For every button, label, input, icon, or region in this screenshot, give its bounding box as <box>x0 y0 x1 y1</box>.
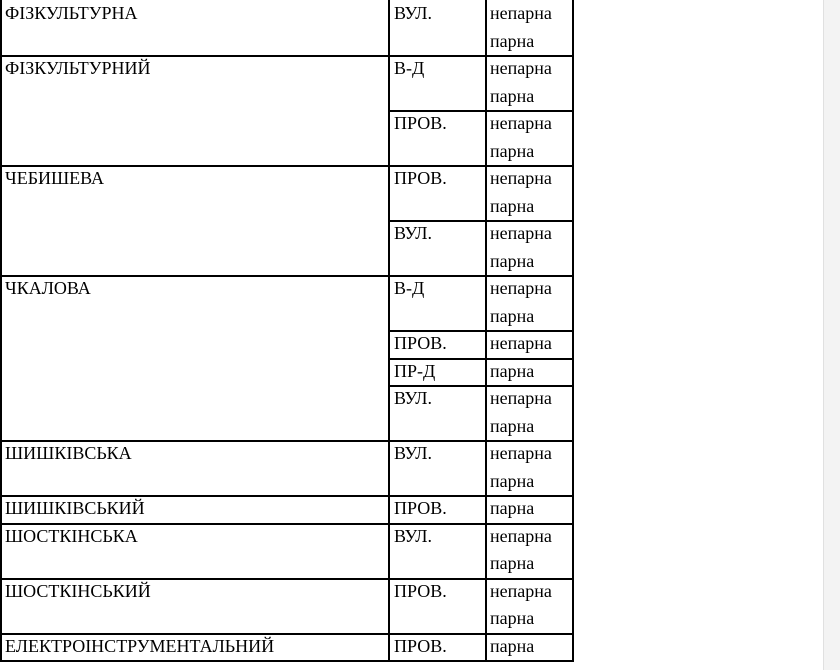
parity-value: непарна <box>490 58 552 78</box>
column-border <box>572 0 574 662</box>
entry-divider <box>388 110 574 112</box>
street-type: В-Д <box>394 278 425 298</box>
street-name: ШОСТКІНСЬКА <box>5 525 138 546</box>
street-type: ПРОВ. <box>394 580 447 601</box>
parity-value: парна <box>490 250 535 271</box>
street-name: ФІЗКУЛЬТУРНА <box>5 3 138 23</box>
parity-value: непарна <box>490 443 552 463</box>
parity-value: непарна <box>490 278 552 298</box>
street-type: ПРОВ. <box>394 168 447 188</box>
street-type: ПРОВ. <box>394 635 447 656</box>
street-name: ШИШКІВСЬКИЙ <box>5 498 145 518</box>
parity-value: непарна <box>490 223 552 243</box>
parity-value: непарна <box>490 333 552 353</box>
street-type: ВУЛ. <box>394 223 432 243</box>
column-border <box>485 0 487 662</box>
parity-value: непарна <box>490 113 552 133</box>
row-divider <box>0 440 574 442</box>
street-type: ПРОВ. <box>394 498 447 518</box>
parity-value: непарна <box>490 168 552 188</box>
parity-value: парна <box>490 360 535 381</box>
street-type: ПРОВ. <box>394 113 447 133</box>
street-name: ЕЛЕКТРОІНСТРУМЕНТАЛЬНИЙ <box>5 635 275 656</box>
row-divider <box>0 523 574 525</box>
row-divider <box>0 275 574 277</box>
parity-value: непарна <box>490 3 552 23</box>
parity-value: парна <box>490 498 535 518</box>
parity-value: парна <box>490 195 535 216</box>
parity-value: парна <box>490 305 535 326</box>
row-divider <box>0 660 574 662</box>
street-type: ВУЛ. <box>394 388 432 408</box>
row-divider <box>0 633 574 635</box>
street-type: ВУЛ. <box>394 443 432 463</box>
column-border <box>0 0 2 662</box>
parity-value: парна <box>490 635 535 656</box>
row-divider <box>0 578 574 580</box>
street-type: В-Д <box>394 58 425 78</box>
scrollbar[interactable] <box>823 0 840 670</box>
parity-value: парна <box>490 608 535 628</box>
parity-value: парна <box>490 553 535 573</box>
street-name: ШИШКІВСЬКА <box>5 443 132 463</box>
column-border <box>388 0 390 662</box>
parity-value: парна <box>490 140 535 161</box>
street-type: ВУЛ. <box>394 525 432 546</box>
entry-divider <box>388 220 574 222</box>
street-name: ЧЕБИШЕВА <box>5 168 105 188</box>
row-divider <box>0 165 574 167</box>
row-divider <box>0 495 574 497</box>
street-name: ШОСТКІНСЬКИЙ <box>5 580 151 601</box>
street-name: ЧКАЛОВА <box>5 278 91 298</box>
street-name: ФІЗКУЛЬТУРНИЙ <box>5 58 151 78</box>
street-type: ПР-Д <box>394 360 436 381</box>
parity-value: парна <box>490 85 535 106</box>
street-type: ПРОВ. <box>394 333 447 353</box>
entry-divider <box>388 330 574 332</box>
entry-divider <box>388 385 574 387</box>
parity-value: непарна <box>490 580 552 601</box>
parity-value: парна <box>490 470 535 491</box>
parity-value: парна <box>490 30 535 51</box>
parity-value: непарна <box>490 388 552 408</box>
street-type: ВУЛ. <box>394 3 432 23</box>
row-divider <box>0 55 574 57</box>
parity-value: парна <box>490 415 535 436</box>
parity-value: непарна <box>490 525 552 546</box>
entry-divider <box>388 358 574 360</box>
